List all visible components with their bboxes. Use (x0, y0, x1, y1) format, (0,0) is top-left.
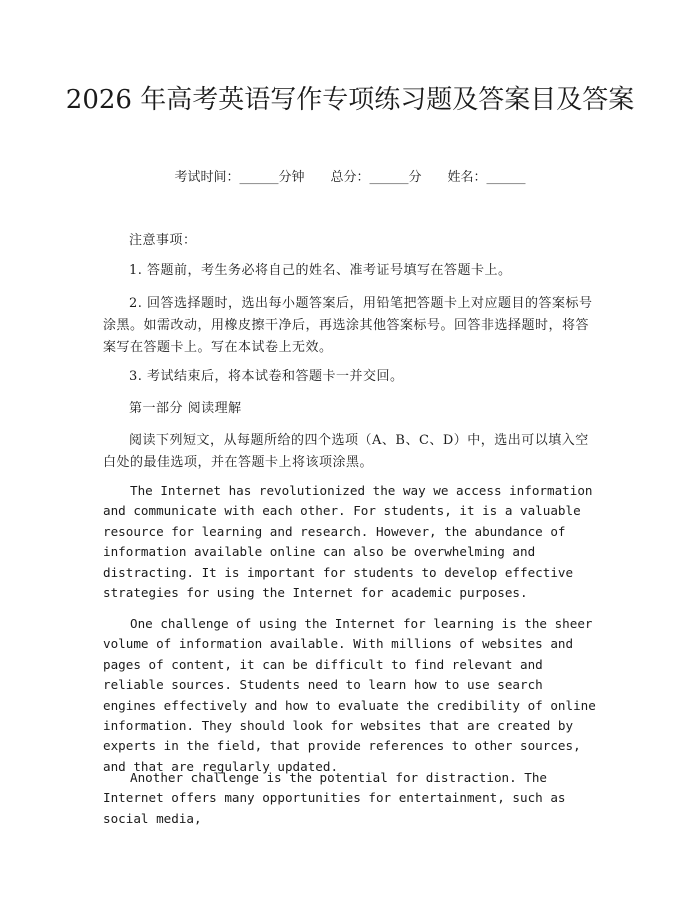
notice-item-3: 3. 考试结束后，将本试卷和答题卡一并交回。 (129, 369, 404, 384)
exam-time-field: 考试时间：______分钟 (174, 170, 305, 185)
passage-paragraph-3: Another challenge is the potential for distraction. The Internet offers many opportunities for entertainment, such as social media, (103, 770, 566, 826)
section-instruction: 阅读下列短文，从每题所给的四个选项（A、B、C、D）中，选出可以填入空白处的最佳选项，并在答题卡上将该项涂黑。 (103, 433, 589, 470)
document-title: 2026 年高考英语写作专项练习题及答案目及答案 (65, 85, 635, 115)
notice-item-1: 1. 答题前，考生务必将自己的姓名、准考证号填写在答题卡上。 (129, 263, 512, 278)
notice-heading: 注意事项： (129, 233, 197, 248)
exam-info-line (0, 168, 700, 188)
passage-paragraph-2: One challenge of using the Internet for learning is the sheer volume of information available. With millions of websites and pages of content, it can be difficult to find relevant and reliable sources. Students need to learn how to use search engines effectively and how to evaluate the credibility of online information. They should look for websites that are created by experts in the field, that provide references to other sources, and that are regularly updated. (103, 616, 596, 774)
total-score-field: 总分：______分 (330, 170, 422, 185)
notice-item-2: 2. 回答选择题时，选出每小题答案后，用铅笔把答题卡上对应题目的答案标号涂黑。如需改动，用橡皮擦干净后，再选涂其他答案标号。回答非选择题时，将答案写在答题卡上。写在本试卷上无效。 (103, 296, 593, 355)
passage-paragraph-1: The Internet has revolutionized the way we access information and communicate with each other. For students, it is a valuable resource for learning and research. However, the abundance of information available online can also be overwhelming and distracting. It is important for students to develop effective strategies for using the Internet for academic purposes. (103, 483, 593, 601)
section-title: 第一部分 阅读理解 (129, 401, 242, 416)
student-name-field: 姓名：______ (447, 170, 526, 185)
